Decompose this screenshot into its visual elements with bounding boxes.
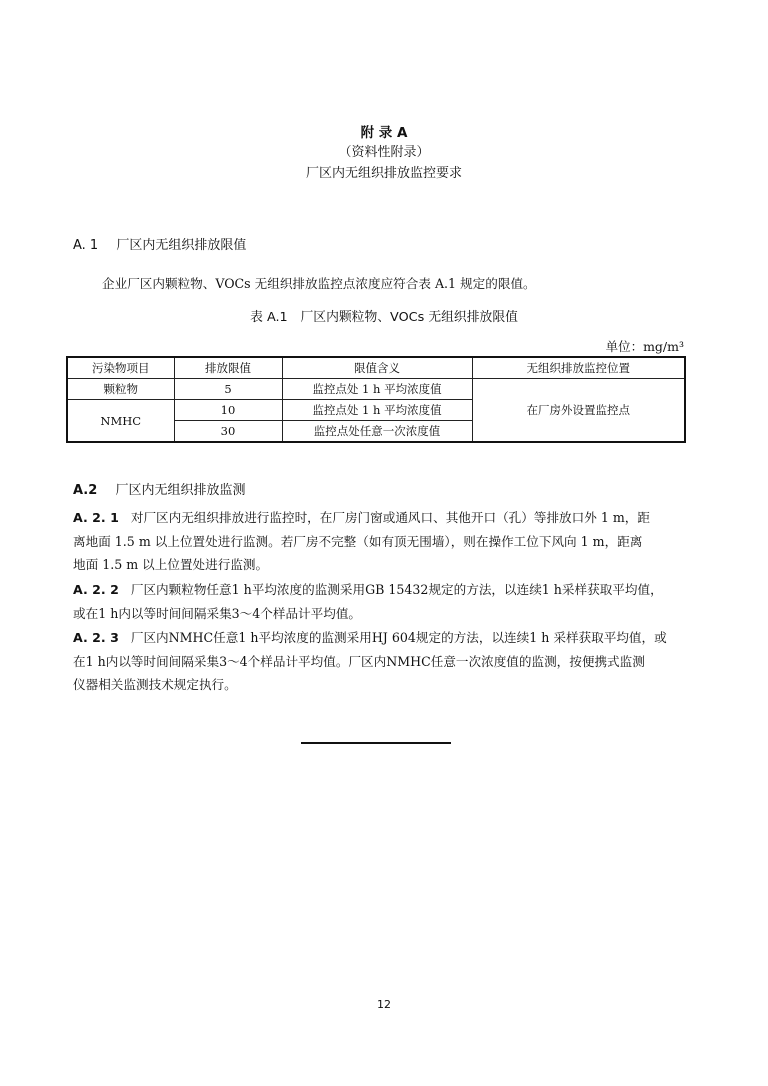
meaning-cell: 监控点处任意一次浓度值 (282, 421, 472, 443)
limit-cell: 10 (174, 400, 282, 421)
table-caption: 表 A.1 厂区内颗粒物、VOCs 无组织排放限值 (250, 310, 518, 325)
clause-line: 地面 1.5 m 以上位置处进行监测。 (73, 557, 269, 572)
section-a1-number: A. 1 (73, 238, 99, 253)
clause-line: 仪器相关监测技术规定执行。 (73, 677, 237, 692)
meaning-cell: 监控点处 1 h 平均浓度值 (282, 379, 472, 400)
end-rule (301, 742, 451, 744)
clause-number: A. 2. 3 (73, 630, 119, 645)
section-a2-number: A.2 (73, 483, 98, 498)
table-row (67, 379, 685, 400)
location-cell: 在厂房外设置监控点 (472, 379, 685, 443)
clause-a2-2 (73, 578, 693, 625)
meaning-cell: 监控点处 1 h 平均浓度值 (282, 400, 472, 421)
appendix-subtitle: （资料性附录） (338, 145, 430, 160)
section-a1-heading (73, 234, 246, 253)
pollutant-cell: 颗粒物 (67, 379, 174, 400)
clause-line: 或在1 h内以等时间间隔采集3～4个样品计平均值。 (73, 605, 362, 621)
pollutant-cell: NMHC (67, 400, 174, 443)
appendix-title: 附 录 A (360, 125, 408, 141)
clause-line: 对厂区内无组织排放进行监控时，在厂房门窗或通风口、其他开口（孔）等排放口外 1 m，距 (130, 510, 650, 525)
clause-line: 在1 h内以等时间间隔采集3～4个样品计平均值。厂区内NMHC任意一次浓度值的监测，按便携式监测 (73, 653, 645, 669)
clause-line: 厂区内NMHC任意1 h平均浓度的监测采用HJ 604规定的方法，以连续1 h 采样获取平均值，或 (130, 630, 667, 645)
clause-a2-1 (73, 506, 693, 577)
clause-a2-3 (73, 626, 693, 697)
section-a1-paragraph: 企业厂区内颗粒物、VOCs 无组织排放监控点浓度应符合表 A.1 规定的限值。 (102, 276, 536, 291)
section-a2-title: 厂区内无组织排放监测 (115, 483, 246, 498)
limit-cell: 30 (174, 421, 282, 443)
clause-line: 厂区内颗粒物任意1 h平均浓度的监测采用GB 15432规定的方法，以连续1 h采样获取平均值， (130, 582, 663, 597)
table-unit: 单位：mg/m³ (605, 339, 684, 354)
table-header-row (67, 357, 685, 379)
section-a2-heading (73, 479, 245, 498)
table-header-cell: 污染物项目 (67, 357, 174, 379)
page-number: 12 (377, 998, 391, 1011)
appendix-doc-title: 厂区内无组织排放监控要求 (305, 166, 462, 181)
table-header-cell: 排放限值 (174, 357, 282, 379)
clause-number: A. 2. 1 (73, 510, 119, 525)
limit-cell: 5 (174, 379, 282, 400)
limits-table (66, 356, 686, 443)
clause-number: A. 2. 2 (73, 582, 119, 597)
table-header-cell: 限值含义 (282, 357, 472, 379)
table-header-cell: 无组织排放监控位置 (472, 357, 685, 379)
clause-line: 离地面 1.5 m 以上位置处进行监测。若厂房不完整（如有顶无围墙），则在操作工位下风向 1 m，距离 (73, 533, 643, 549)
section-a1-title: 厂区内无组织排放限值 (116, 238, 247, 253)
